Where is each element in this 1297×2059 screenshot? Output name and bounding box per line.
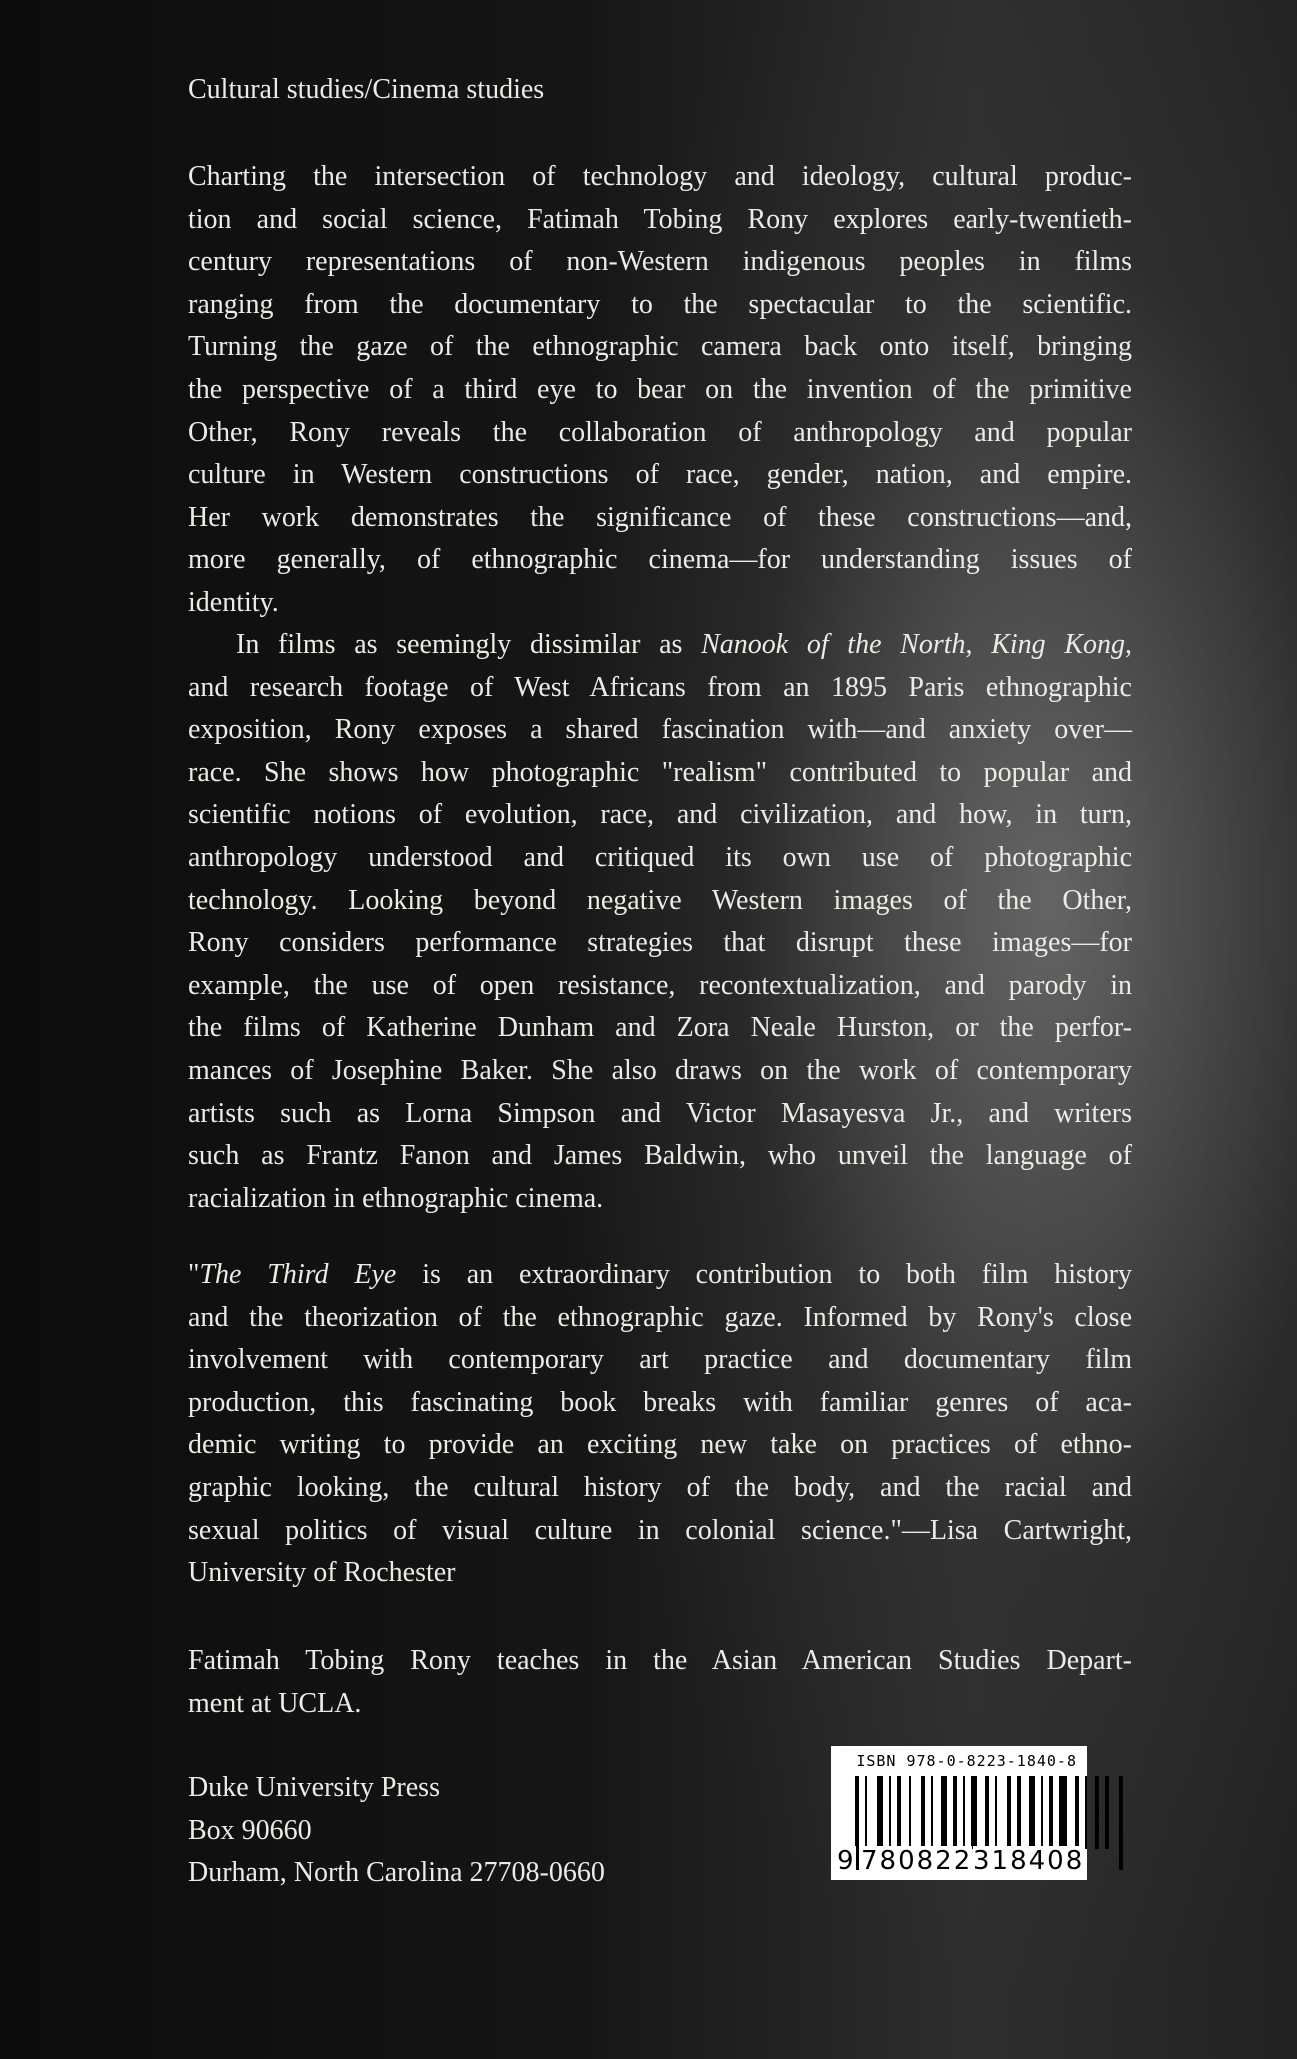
text-line: Charting the intersection of technology and ideology, cultural produc- [188,161,1132,192]
text-line: exposition, Rony exposes a shared fascination with—and anxiety over— [188,714,1132,746]
text-line: the films of Katherine Dunham and Zora Neale Hurston, or the perfor- [188,1012,1132,1044]
text-line: Turning the gaze of the ethnographic camera back onto itself, bringing [188,331,1132,363]
italic-title: Nanook of the North [701,629,966,660]
text-segment: , [1125,629,1133,660]
text-line: more generally, of ethnographic cinema—for understanding issues of [188,544,1132,576]
barcode-bar [1085,1776,1087,1849]
ean-group-1: 780822 [861,1846,973,1876]
subject-category: Cultural studies/Cinema studies [188,74,545,105]
italic-title: King Kong [991,629,1126,660]
text-line: mances of Josephine Baker. She also draws on the work of contemporary [188,1054,1132,1086]
barcode-bar [1119,1776,1123,1870]
barcode-bar [971,1776,977,1849]
text-line: century representations of non-Western indigenous peoples in films [188,246,1132,278]
text-line: technology. Looking beyond negative Western images of the Other, [188,884,1132,916]
text-line [188,624,1132,667]
ean-digit-prefix: 9 [837,1846,856,1876]
barcode-bar [931,1776,933,1849]
barcode-bar [889,1776,891,1849]
text-line: race. She shows how photographic "realism" contributed to popular and [188,756,1132,788]
isbn-label: ISBN 978-0-8223-1840-8 [856,1752,1077,1770]
text-line [188,1254,1132,1297]
barcode-bar [1029,1776,1035,1849]
barcode-bar [1041,1776,1043,1849]
italic-title: The Third Eye [199,1259,397,1290]
barcode-bar [941,1776,947,1849]
text-line: example, the use of open resistance, recontextualization, and parody in [188,969,1132,1001]
text-line: anthropology understood and critiqued its own use of photographic [188,841,1132,873]
text-segment: In films as seemingly dissimilar as [236,629,702,660]
text-segment: , [965,629,992,660]
barcode-bar [995,1776,997,1849]
barcode-bar [877,1776,883,1849]
barcode-bar [1007,1776,1011,1849]
barcode-bar [1017,1776,1021,1849]
barcode-bar [953,1776,957,1849]
text-line: Box 90660 [188,1814,312,1846]
text-line: ment at UCLA. [188,1687,362,1719]
text-line: production, this fascinating book breaks with familiar genres of aca- [188,1386,1132,1418]
publisher-address [188,1767,748,1895]
text-line: racialization in ethnographic cinema. [188,1182,604,1214]
ean-group-2: 318408 [973,1846,1085,1876]
text-line: the perspective of a third eye to bear on the invention of the primitive [188,373,1132,405]
review-quote [188,1254,1132,1595]
barcode-bar [963,1776,965,1849]
text-line: sexual politics of visual culture in colonial science."—Lisa Cartwright, [188,1514,1132,1546]
text-line: demic writing to provide an exciting new take on practices of ethno- [188,1429,1132,1461]
text-line: Fatimah Tobing Rony teaches in the Asian American Studies Depart- [188,1645,1132,1676]
text-line: Durham, North Carolina 27708-0660 [188,1857,605,1889]
text-line: and research footage of West Africans from an 1895 Paris ethnographic [188,671,1132,703]
description-paragraph-2 [188,624,1132,1220]
text-line: graphic looking, the cultural history of the body, and the racial and [188,1471,1132,1503]
barcode-bar [897,1776,901,1849]
text-line: Duke University Press [188,1772,440,1803]
barcode-bar [1105,1776,1109,1849]
text-segment: " [188,1259,200,1290]
author-bio [188,1640,1132,1725]
text-line: involvement with contemporary art practice and documentary film [188,1344,1132,1376]
text-line: culture in Western constructions of race, gender, nation, and empire. [188,459,1132,491]
barcode-bar [921,1776,925,1849]
barcode-bar [909,1776,911,1849]
text-line: Her work demonstrates the significance of these constructions—and, [188,501,1132,533]
text-line: Rony considers performance strategies that disrupt these images—for [188,927,1132,959]
text-line: tion and social science, Fatimah Tobing Rony explores early-twentieth- [188,203,1132,235]
text-line: ranging from the documentary to the spectacular to the scientific. [188,288,1132,320]
barcode-bar [1095,1776,1099,1849]
description-paragraph-1 [188,156,1132,625]
text-line: scientific notions of evolution, race, and civilization, and how, in turn, [188,799,1132,831]
barcode-bar [1059,1776,1067,1849]
text-segment: is an extraordinary contribution to both film history [396,1259,1132,1290]
text-line: artists such as Lorna Simpson and Victor Masayesva Jr., and writers [188,1097,1132,1129]
isbn-barcode [831,1746,1087,1880]
barcode-bar [1075,1776,1079,1849]
barcode-bar [1049,1776,1053,1849]
text-line: identity. [188,586,279,618]
text-line: and the theorization of the ethnographic gaze. Informed by Rony's close [188,1301,1132,1333]
text-line: Other, Rony reveals the collaboration of anthropology and popular [188,416,1132,448]
text-line: University of Rochester [188,1557,456,1589]
text-line: such as Frantz Fanon and James Baldwin, who unveil the language of [188,1140,1132,1172]
barcode-bar [855,1776,859,1870]
